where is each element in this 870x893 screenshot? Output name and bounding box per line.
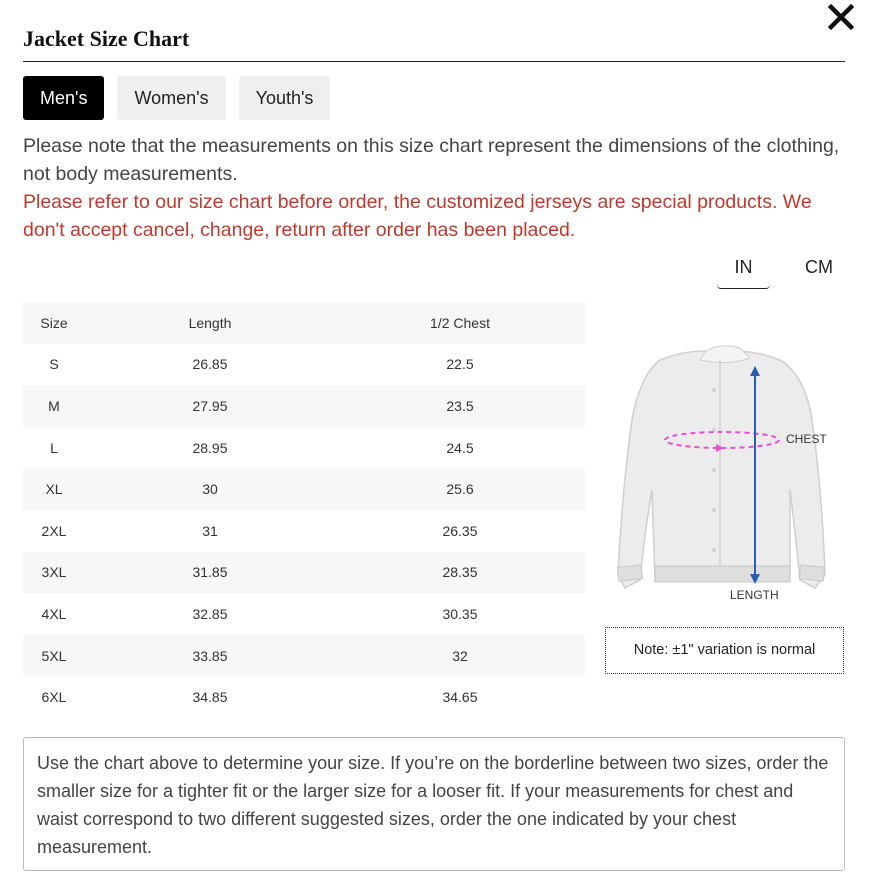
header-chest: 1/2 Chest bbox=[430, 314, 490, 331]
size-cell: 6XL bbox=[41, 689, 67, 706]
length-cell: 26.85 bbox=[192, 356, 228, 373]
length-label: LENGTH bbox=[730, 588, 779, 602]
chest-cell: 26.35 bbox=[442, 522, 478, 539]
unit-cm-button[interactable]: CM bbox=[805, 257, 833, 277]
title-divider bbox=[23, 61, 845, 62]
table-row bbox=[23, 344, 585, 386]
table-row bbox=[23, 593, 585, 635]
table-row bbox=[23, 552, 585, 594]
table-row bbox=[23, 427, 585, 469]
jacket-collar bbox=[700, 346, 750, 363]
size-guidance-box: Use the chart above to determine your size. If you’re on the borderline between two sizes, order the smaller size for a tighter fit or the larger size for a looser fit. If your measurements for chest and waist correspond to two different suggested sizes, order the one indicated by your chest measurement. bbox=[23, 737, 845, 871]
chest-label: CHEST bbox=[786, 432, 827, 446]
length-cell: 30 bbox=[202, 481, 218, 498]
unit-toggle bbox=[717, 253, 833, 289]
size-table bbox=[23, 302, 585, 718]
tab-youths[interactable]: Youth's bbox=[239, 76, 331, 120]
tab-mens[interactable]: Men's bbox=[23, 76, 104, 120]
chest-cell: 34.65 bbox=[442, 689, 478, 706]
chest-cell: 30.35 bbox=[442, 605, 478, 622]
chest-cell: 25.6 bbox=[446, 481, 474, 498]
size-cell: L bbox=[50, 439, 58, 456]
chest-cell: 22.5 bbox=[446, 356, 474, 373]
close-icon[interactable] bbox=[826, 2, 856, 32]
length-cell: 33.85 bbox=[192, 647, 228, 664]
size-cell: 4XL bbox=[41, 605, 67, 622]
length-cell: 31.85 bbox=[192, 564, 228, 581]
notice-text: Please note that the measurements on this size chart represent the dimensions of the clothing, not body measurements. bbox=[23, 135, 840, 185]
notice-warning: Please refer to our size chart before order, the customized jerseys are special products. We don't accept cancel, change, return after order has been placed. bbox=[23, 191, 812, 241]
length-cell: 31 bbox=[202, 522, 218, 539]
length-cell: 28.95 bbox=[192, 439, 228, 456]
length-cell: 27.95 bbox=[192, 397, 228, 414]
chest-cell: 32 bbox=[452, 647, 468, 664]
chest-cell: 28.35 bbox=[442, 564, 478, 581]
table-row bbox=[23, 635, 585, 677]
size-cell: M bbox=[48, 397, 60, 414]
page-title: Jacket Size Chart bbox=[23, 26, 190, 51]
header-length: Length bbox=[188, 314, 232, 331]
table-row bbox=[23, 676, 585, 718]
gender-tabs bbox=[23, 76, 330, 120]
chest-cell: 23.5 bbox=[446, 397, 474, 414]
chest-cell: 24.5 bbox=[446, 439, 474, 456]
size-cell: 3XL bbox=[41, 564, 67, 581]
variation-note: Note: ±1" variation is normal bbox=[605, 627, 844, 674]
length-cell: 32.85 bbox=[192, 605, 228, 622]
size-cell: S bbox=[49, 356, 59, 373]
tab-womens[interactable]: Women's bbox=[117, 76, 225, 120]
length-cell: 34.85 bbox=[192, 689, 228, 706]
size-cell: 2XL bbox=[41, 522, 67, 539]
unit-in-button[interactable]: IN bbox=[717, 253, 770, 289]
table-row bbox=[23, 468, 585, 510]
size-cell: 5XL bbox=[41, 647, 67, 664]
right-cuff bbox=[799, 565, 824, 581]
table-row bbox=[23, 385, 585, 427]
jacket-body bbox=[618, 351, 825, 588]
size-cell: XL bbox=[45, 481, 63, 498]
jacket-hem bbox=[655, 566, 790, 582]
table-row bbox=[23, 510, 585, 552]
table-body bbox=[23, 344, 585, 718]
table-header-row bbox=[23, 302, 585, 344]
header-size: Size bbox=[40, 314, 68, 331]
measurement-notice bbox=[23, 132, 843, 244]
jacket-diagram bbox=[600, 330, 840, 610]
left-cuff bbox=[617, 565, 642, 581]
